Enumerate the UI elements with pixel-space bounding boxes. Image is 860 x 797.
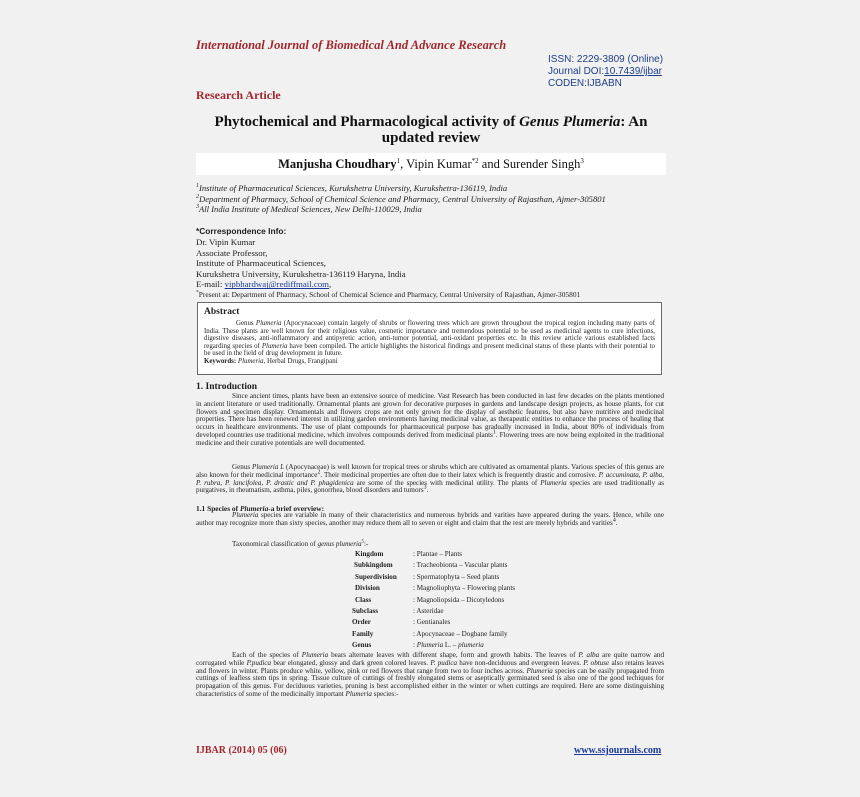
table-row [352, 606, 515, 617]
taxo-intro-sup: 5 [361, 539, 365, 545]
species-heading-it: Plumeria [239, 504, 269, 513]
article-type: Research Article [196, 88, 281, 102]
author-3-sup: 3 [580, 156, 584, 165]
issn-block [548, 54, 663, 90]
taxo-rank: Superdivision [355, 572, 397, 581]
sd-a3: are quite narrow and corrugated while [196, 651, 665, 667]
intro-p2f: . [426, 486, 429, 495]
sd-a6-it: Plumeria [526, 666, 553, 675]
sd-a1: Each of the species of [232, 651, 302, 659]
sd-a8: species:- [371, 689, 399, 698]
taxo-value [413, 640, 515, 651]
abs-t2-it: Plumeria [261, 342, 288, 350]
genus-it: Plumeria [416, 641, 444, 650]
table-row [352, 583, 515, 594]
affiliation-2-sup: 2 [196, 193, 199, 200]
genus-b: L. – [443, 641, 459, 650]
issn: ISSN: 2229-3809 (Online) [548, 54, 664, 65]
email-label: E-mail: [196, 279, 225, 290]
corr-address: Kurukshetra University, Kurukshetra-136119 Haryna, India [196, 268, 406, 279]
title-part1: Phytochemical and Pharmacological activity of [214, 114, 520, 130]
email-link[interactable]: vipbhardwaj@rediffmail.com [224, 279, 330, 290]
taxo-value: : Asteridae [413, 607, 444, 616]
keywords-label: Keywords: [204, 357, 238, 365]
footer-website-link[interactable]: www.ssjournals.com [574, 745, 662, 756]
intro-p2d: are some of the species with medicinal utility. The plants of [353, 478, 541, 487]
intro-p2-sup1: 2 [317, 469, 321, 476]
genus-a: : [413, 641, 417, 650]
affiliation-2 [196, 194, 606, 205]
present-sup: * [196, 289, 199, 296]
table-row [352, 640, 515, 651]
taxo-value: : Gentianales [413, 618, 451, 627]
email-after: , [329, 279, 332, 290]
affiliation-1-text: Institute of Pharmaceutical Sciences, Kurukshetra University, Kurukshetra-136119, India [199, 183, 508, 193]
affiliation-1-sup: 1 [196, 183, 199, 190]
species-p-sup: 4 [612, 517, 616, 524]
corr-institute: Institute of Pharmaceutical Sciences, [196, 258, 326, 269]
sd-a4: bear elongated, glossy and dark green colored leaves. [271, 658, 431, 667]
table-row [352, 595, 515, 606]
taxo-rank: Subclass [352, 607, 379, 616]
present-address [196, 290, 580, 299]
affiliations [196, 183, 606, 215]
abs-t2: (Apocynaceae) contain largely of shrubs or flowering trees which are grown throughout the tropical region including many parts of India. These plants are well known for their religious value, cosmetic importance and tremendous potential to be used as medicinal agents to cure infections, digestive diseases, anti-inflammatory and antipyretic action, anti-tumor potential, anti-oxidant properties etc. In this review article various established facts regarding species of [204, 320, 655, 350]
sd-a5-it: P. obtuse [583, 658, 610, 667]
species-heading-a: 1.1 Species of [196, 504, 240, 513]
author-2: , Vipin Kumar [400, 157, 472, 171]
taxo-value: : Spermatophyta – Seed plants [413, 572, 500, 581]
taxonomy-table [352, 549, 515, 652]
species-p-text: species are variable in many of their characteristics and numerous hybrids and varities have appeared during the years. Hence, while one author may recognize more than sixty species, another may reduce them all to seven or eight and claim that the rest are merely hybrids and varities [196, 511, 664, 527]
taxo-value: : Tracheobionta – Vascular plants [413, 561, 508, 570]
sd-a2: bears alternate leaves with different shape, form and growth habits. The leaves of [328, 651, 579, 659]
sd-a2-it: P. alba [578, 651, 600, 659]
affiliation-3-text: All India Institute of Medical Sciences, New Delhi-110029, India [199, 204, 422, 215]
keywords [204, 358, 655, 366]
taxo-value: : Apocynaceae – Dogbane family [413, 629, 508, 638]
journal-name: International Journal of Biomedical And Advance Research [196, 38, 507, 52]
taxo-value: : Magnoliopsida – Dicotyledons [413, 595, 505, 604]
sd-a7: species can be easily propagated from cuttings of leafless stem tips in spring. Tissue culture of cuttings of freshly elongated stems or aseptically germinated seed is also one of the good techiques for propagation of this genus. For deciduous varieties, pruning is best accomplished either in the winter or when cuttings are required. Here are some distinguishing characteristics of some of the medicinally important [196, 666, 665, 698]
intro-p2a: Genus [232, 463, 252, 471]
intro-p2b: (Apocynaceae) is well known for tropical trees or shrubs which are cultivated as ornamental plants. Various species of this genus are also known for their medicinal importance [196, 463, 664, 479]
taxo-intro-a: Taxonomical classification of [232, 540, 318, 548]
intro-p2e: species are used traditionally as purgatives, in rheumatism, asthma, piles, gonorrhea, blood disorders and tumors [196, 478, 664, 495]
journal-doi [548, 66, 663, 78]
authors [196, 153, 666, 175]
doi-link[interactable]: 10.7439/ijbar [604, 66, 662, 77]
sd-a3-it: P.pudica [246, 658, 272, 667]
table-row [352, 549, 515, 560]
taxo-rank: Class [355, 595, 372, 604]
species-paragraph [196, 512, 664, 528]
correspondence-info [196, 237, 406, 290]
affiliation-2-text: Department of Pharmacy, School of Chemical Science and Pharmacy, Central University of Rajasthan, Ajmer-305801 [199, 193, 606, 204]
introduction-paragraph-2 [196, 464, 664, 495]
affiliation-3 [196, 204, 606, 215]
table-row [352, 617, 515, 628]
abs-t3: have been compiled. The article highlights the historical findings and present medicinal status of these plants with their potential to be used in the field of drug development in future. [204, 342, 655, 358]
taxo-rank: Family [352, 629, 374, 638]
intro-p1-sup: 1 [492, 429, 496, 436]
taxo-value: : Magnoliophyta – Flowering plants [413, 584, 516, 593]
corr-email-line [196, 279, 406, 290]
intro-p2a-it: Plumeria L [251, 463, 285, 471]
species-heading-b: -a brief overview: [268, 504, 325, 513]
intro-p2d-it: Plumeria [540, 478, 567, 487]
present-text: Present at: Department of Pharmacy, School of Chemical Science and Pharmacy, Central University of Rajasthan, Ajmer-305801 [198, 290, 581, 299]
taxo-rank: Order [352, 618, 371, 627]
intro-p2-sup2: 3 [423, 485, 427, 492]
table-row [352, 629, 515, 640]
introduction-heading: 1. Introduction [196, 382, 258, 392]
taxo-rank: Division [355, 584, 380, 593]
taxo-value: : Plantae – Plants [413, 550, 463, 558]
keywords-rest: , Herbal Drugs, Frangipani [263, 357, 338, 365]
coden: CODEN:IJBABN [548, 78, 622, 89]
taxonomy-intro [232, 540, 368, 548]
title-genus: Genus Plumeria [519, 114, 621, 130]
table-row [352, 572, 515, 583]
affiliation-1 [196, 183, 606, 194]
taxo-intro-it: genus plumeria [317, 540, 362, 548]
corr-name: Dr. Vipin Kumar [196, 237, 256, 247]
sd-a7-it: Plumeria [345, 689, 372, 698]
corr-position: Associate Professor, [196, 247, 268, 258]
footer-citation: IJBAR (2014) 05 (06) [196, 745, 287, 756]
affiliation-3-sup: 3 [196, 204, 199, 211]
table-row [352, 560, 515, 571]
author-2-sup: *2 [471, 156, 479, 165]
sd-a6: also retains leaves and flowers in winter. Plants produce white, yellow, pink or red flowers that range from two to four inches across. [196, 658, 664, 675]
article-title [196, 114, 666, 146]
sd-a1-it: Plumeria [301, 651, 329, 659]
species-p-end: . [615, 518, 618, 527]
sd-a5: have non-deciduous and evergreen leaves. [457, 658, 584, 667]
taxo-rank: Genus [352, 641, 372, 650]
abstract-title: Abstract [204, 307, 240, 317]
abs-t1-it: Plumeria [255, 320, 282, 327]
species-p-it: Plumeria [232, 511, 259, 519]
keywords-it: Plumeria [237, 357, 264, 365]
correspondence-title: *Correspondence Info: [196, 226, 287, 236]
doi-label: Journal DOI: [548, 66, 605, 77]
genus-it2: plumeria [458, 641, 484, 650]
author-3: and Surender Singh [478, 157, 581, 171]
sd-a4-it: P. pudica [430, 658, 458, 667]
taxo-rank: Subkingdom [354, 561, 393, 570]
intro-p1a: Since ancient times, plants have been an extensive source of medicine. Vast Research has been conducted in last few decades on the plants mentioned in ancient literature or used traditionally. Ornamental plants are grown for decorative purposes in gardens and landscape design projects, as house plants, for cut flowers and specimen display. Ornamentals and flowers crops are not only grown for the display of aesthetic features, but also have nutritive and medicinal properties. There has been renewed interest in utilizing garden environments having medicinal value, as therapeutic entities to enhance the process of healing that occurs in healthcare environments. The use of plant compounds for pharmaceutical purpose has gradually increased in India, about 80% of individuals from developed countries use traditional medicine, which involves compounds derived from medicinal plants [196, 392, 664, 439]
author-1-sup: 1 [396, 156, 401, 165]
species-description-paragraph [196, 652, 664, 699]
intro-p2-species: P. accuminata, P. alba, P. rubra, P. lancifolea, P. drastic and P. phagidenica [196, 470, 664, 487]
intro-p1b: . Flowering trees are now being exploited in the traditional medicine and their curative potentials are well documented. [196, 430, 664, 447]
title-part2: : An updated review [381, 114, 648, 146]
introduction-paragraph-1 [196, 393, 664, 448]
abstract-text [204, 320, 655, 358]
intro-p2c: . Their medicinal properties are often due to their latex which is frequently drastic and corrosive. [320, 470, 599, 479]
author-1: Manjusha Choudhary [278, 157, 397, 171]
taxo-rank: Kingdom [355, 550, 384, 558]
abstract-box [197, 302, 662, 375]
abs-t1: Genus [236, 320, 256, 327]
taxo-intro-end: :- [364, 540, 369, 548]
